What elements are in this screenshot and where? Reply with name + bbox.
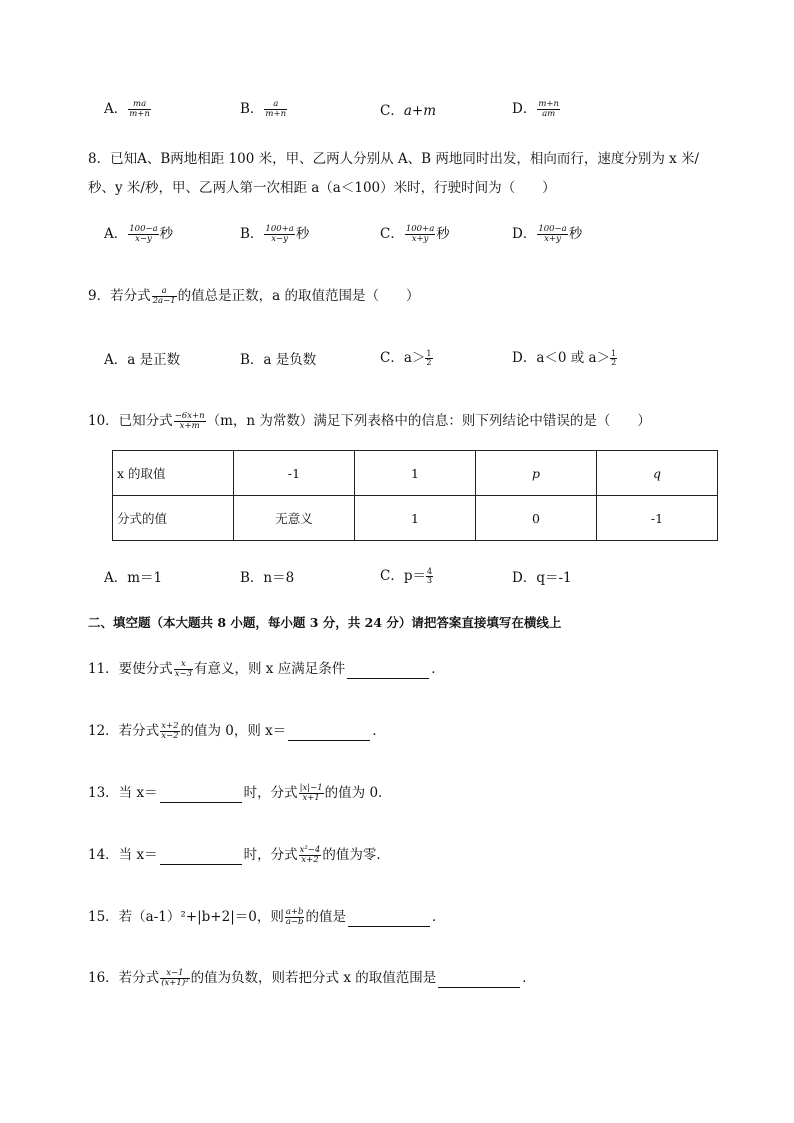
q12-stem: 12．若分式 $\frac{x+2}{x-2}$ 的值为 0，则 x＝ ． <box>88 721 386 741</box>
table-cell: 1 <box>355 451 476 496</box>
q10-stem: 10．已知分式 $\frac{-6x+n}{x+m}$ （m，n 为常数）满足下列表格中的信息：则下列结论中错误的是（ ） <box>88 411 651 431</box>
table-cell: 无意义 <box>234 496 355 541</box>
q10-option-b: B．n＝8 <box>240 570 295 586</box>
q16-stem: 16．若分式 $\frac{x-1}{\text{(x+1)²}}$ 的值为负数，则若把分式 x 的取值范围是 ． <box>88 968 536 988</box>
q7-option-c: C．a+m <box>380 103 437 119</box>
q15-stem: 15．若（a-1）²+|b+2|＝0，则 $\frac{a+b}{a-b}$ 的值是 ． <box>88 907 446 927</box>
table-row <box>113 451 718 496</box>
q7-option-a: A． $\frac{ma}{m+n}$ <box>104 99 150 119</box>
table-cell: 0 <box>476 496 597 541</box>
table-row <box>113 496 718 541</box>
answer-blank[interactable] <box>348 913 430 927</box>
answer-blank[interactable] <box>288 727 370 741</box>
q9-option-c: C．a＞ $\frac{1}{2}$ <box>380 348 432 367</box>
q7-option-d: D． $\frac{m+n}{am}$ <box>512 99 559 119</box>
q10-option-d: D．q＝-1 <box>512 570 572 586</box>
q8-option-b: B． $\frac{100+a}{x-y}$ 秒 <box>240 224 310 244</box>
q14-stem: 14．当 x＝ 时，分式 $\frac{\text{x²−4}}{x+2}$ 的值为零． <box>88 845 390 865</box>
q10-info-table <box>112 450 718 541</box>
q8-option-d: D． $\frac{100-a}{x+y}$ 秒 <box>512 224 583 244</box>
table-cell: 1 <box>355 496 476 541</box>
q9-stem: 9．若分式 $\frac{a}{2a-1}$ 的值总是正数，a 的取值范围是（ ） <box>88 286 420 306</box>
q8-option-c: C． $\frac{100+a}{x+y}$ 秒 <box>380 224 450 244</box>
q8-option-a: A． $\frac{100-a}{x-y}$ 秒 <box>104 224 174 244</box>
q9-option-b: B．a 是负数 <box>240 352 317 368</box>
table-cell: 分式的值 <box>113 496 234 541</box>
table-cell: -1 <box>597 496 718 541</box>
q7-option-b: B． $\frac{a}{m+n}$ <box>240 99 287 119</box>
table-cell: q <box>597 451 718 496</box>
answer-blank[interactable] <box>160 851 242 865</box>
q13-stem: 13．当 x＝ 时，分式 $\frac{|x|-1}{x+1}$ 的值为 0． <box>88 783 392 803</box>
q10-option-c: C．p＝ $\frac{4}{3}$ <box>380 566 433 585</box>
q9-option-d: D．a＜0 或 a＞ $\frac{1}{2}$ <box>512 348 617 367</box>
q8-line1: 8．已知A、B两地相距 100 米，甲、乙两人分别从 A、B 两地同时出发，相向而行，速度分别为 x 米/ <box>88 151 700 167</box>
section-heading: 二、填空题（本大题共 8 小题，每小题 3 分，共 24 分）请把答案直接填写在横线上 <box>88 615 562 630</box>
q9-option-a: A．a 是正数 <box>104 352 181 368</box>
answer-blank[interactable] <box>438 974 520 988</box>
q10-option-a: A．m＝1 <box>104 570 163 586</box>
table-cell: x 的取值 <box>113 451 234 496</box>
q11-stem: 11．要使分式 $\frac{x}{x-3}$ 有意义，则 x 应满足条件 ． <box>88 659 445 679</box>
table-cell: -1 <box>234 451 355 496</box>
answer-blank[interactable] <box>160 789 242 803</box>
table-cell: p <box>476 451 597 496</box>
answer-blank[interactable] <box>347 665 429 679</box>
q8-line2: 秒、y 米/秒，甲、乙两人第一次相距 a（a＜100）米时，行驶时间为（ ） <box>88 180 556 196</box>
